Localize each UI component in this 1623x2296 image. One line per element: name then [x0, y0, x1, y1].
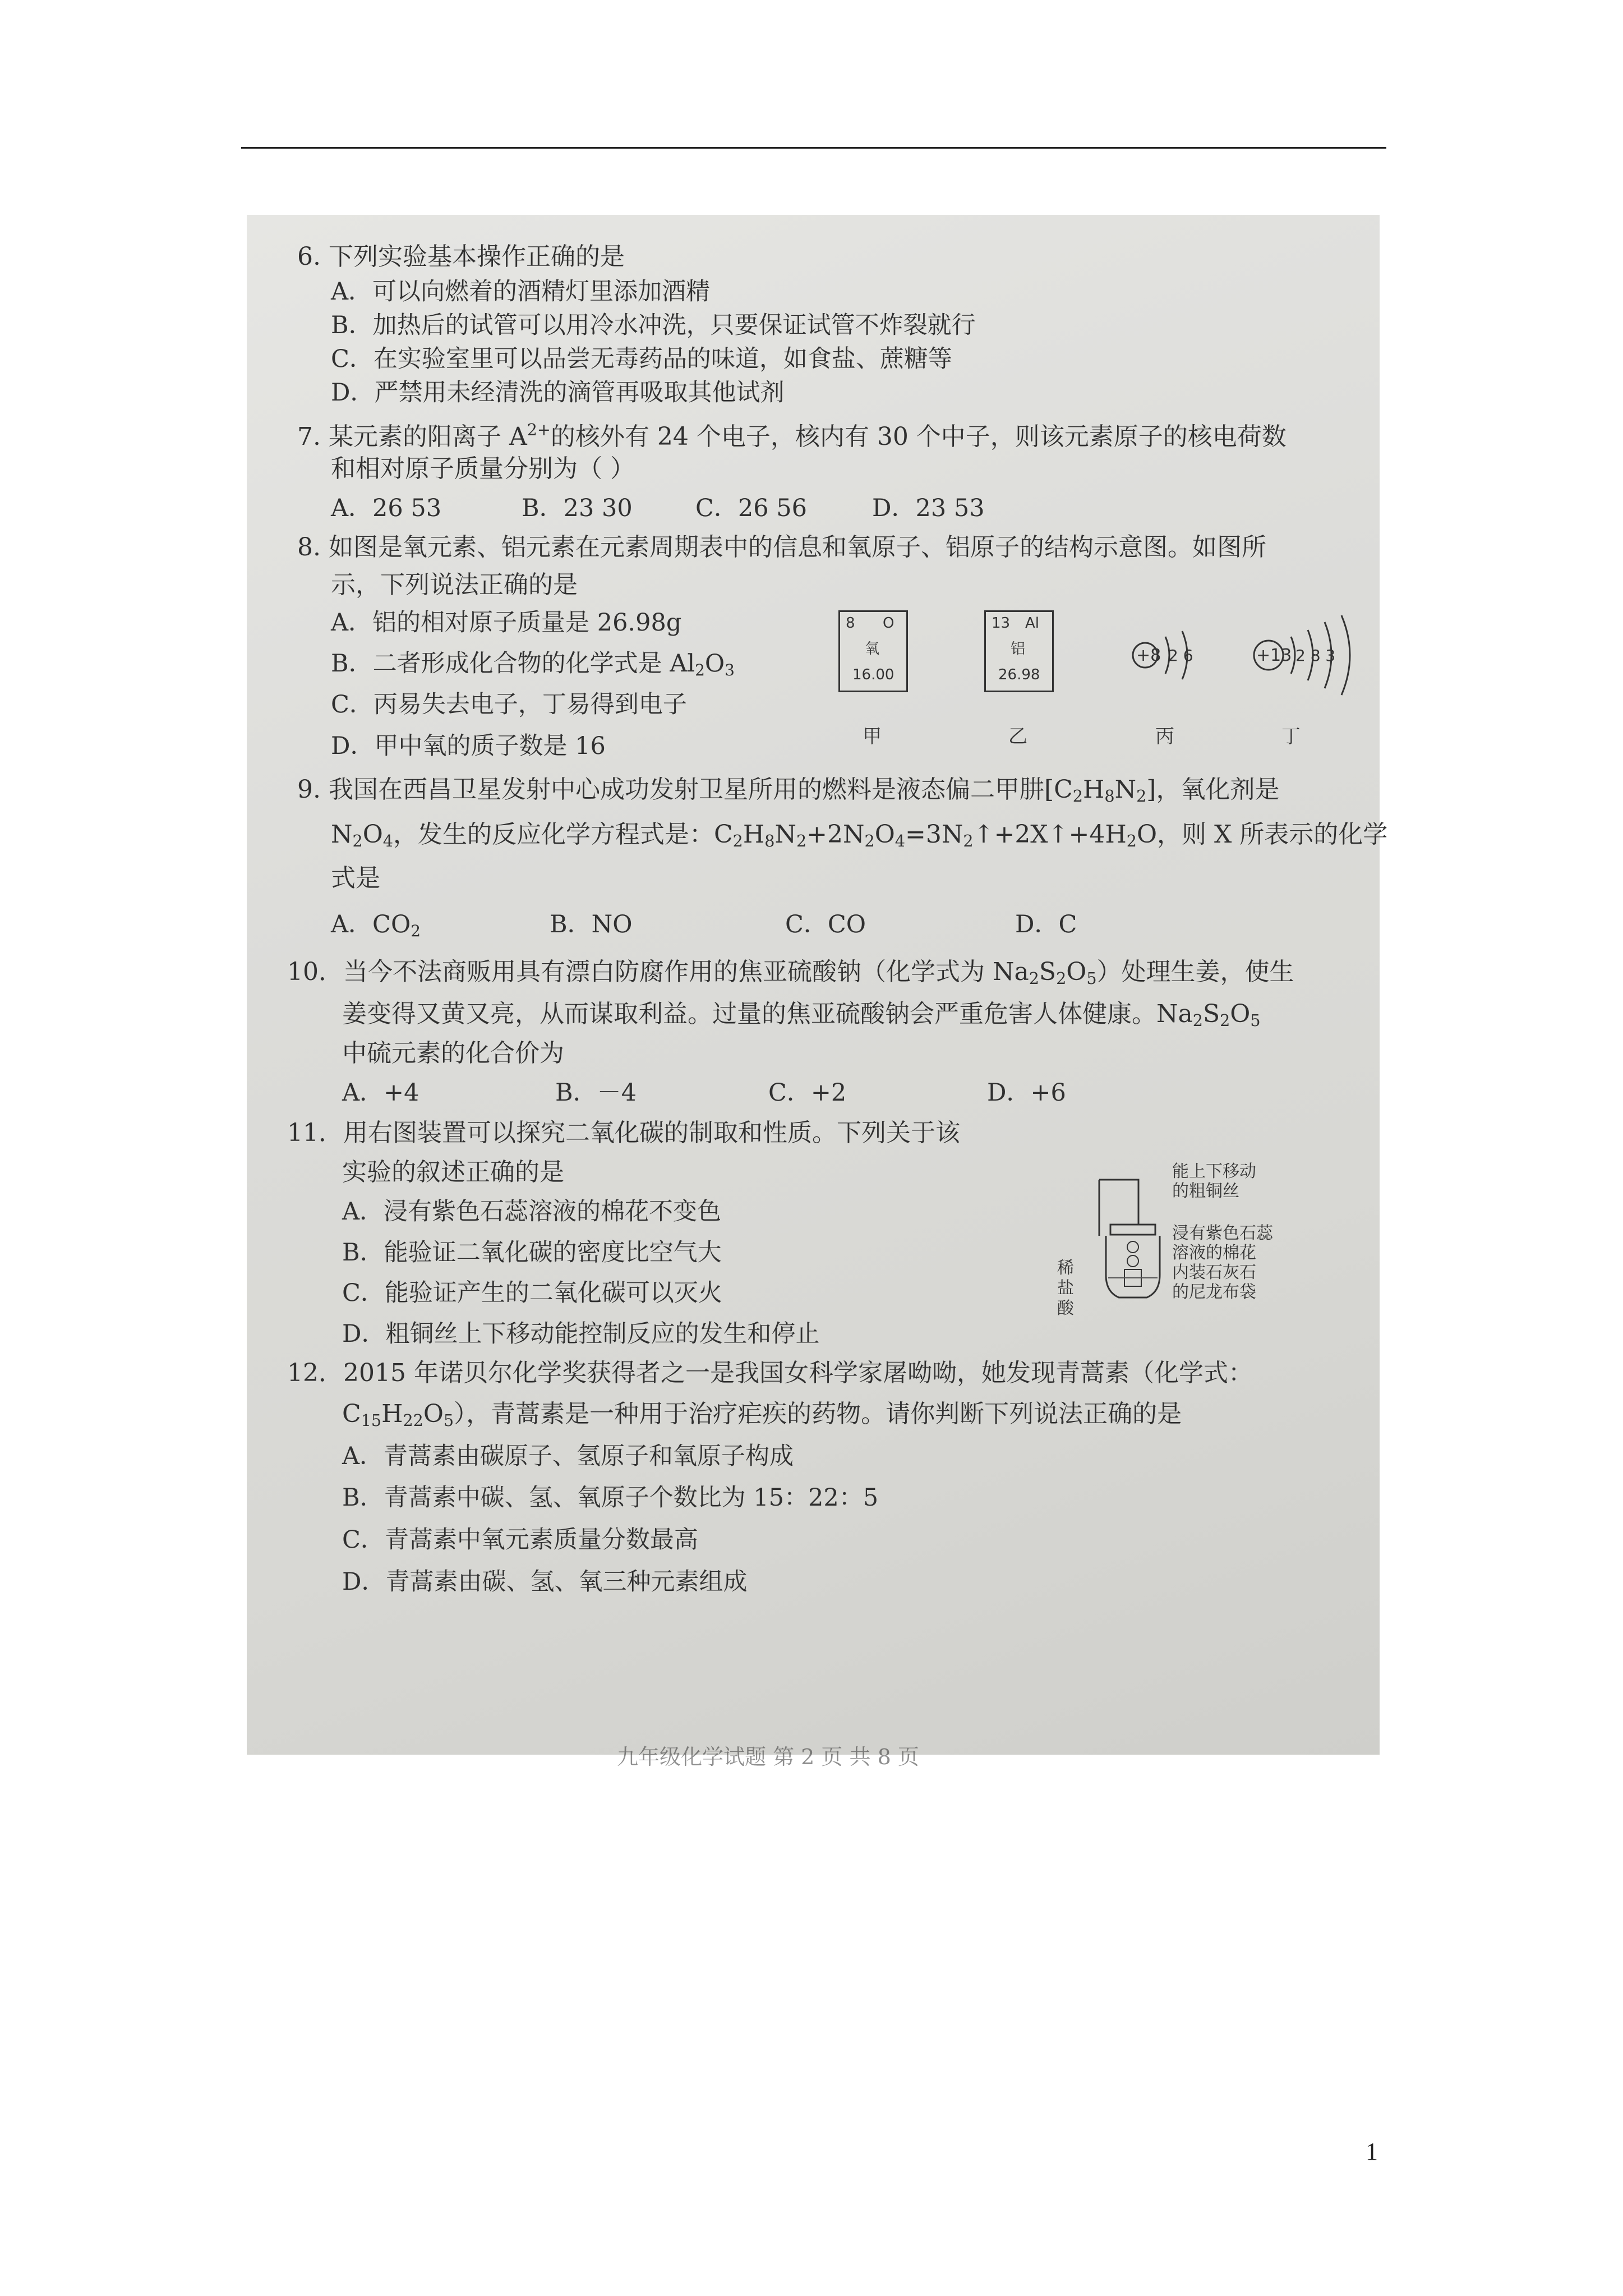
- label-bag-1: 内装石灰石: [1172, 1263, 1256, 1282]
- element-name: 铝: [1011, 641, 1026, 657]
- label-litmus-1: 浸有紫色石蕊: [1172, 1223, 1273, 1243]
- question-7-stem-part: 的核外有 24 个电子，核内有 30 个中子，则该元素原子的核电荷数: [550, 422, 1287, 452]
- text-part: ]，氧化剂是: [1146, 775, 1280, 804]
- subscript: 2: [1056, 969, 1067, 988]
- question-10-stem: [287, 958, 1294, 992]
- question-6-option-c: C．在实验室里可以品尝无毒药品的味道，如食盐、蔗糖等: [331, 345, 952, 373]
- figure-label-bing: 丙: [1155, 725, 1174, 748]
- question-8-option-b-part: O: [704, 650, 725, 678]
- question-9-options: [331, 910, 1172, 938]
- element-name: 氧: [865, 641, 880, 657]
- question-9-option-a: [331, 910, 421, 945]
- question-8-option-b-part: B．二者形成化合物的化学式是 Al: [331, 650, 695, 678]
- subscript: 2: [796, 831, 807, 851]
- aluminium-shells: 2 8 3: [1295, 646, 1336, 665]
- question-7-option-a: A．26 53: [331, 494, 442, 522]
- text-part: H: [743, 820, 765, 849]
- question-8-option-b: [331, 650, 735, 684]
- subscript: 2: [1072, 786, 1083, 806]
- question-7-stem: [297, 416, 1287, 451]
- subscript: 4: [382, 831, 393, 851]
- question-9-option-c: C．CO: [785, 910, 866, 938]
- text-part: ↑+2X↑+4H: [973, 820, 1127, 849]
- subscript: 4: [895, 831, 905, 851]
- charge-superscript: 2+: [527, 420, 551, 439]
- aluminium-nucleus: +13: [1256, 646, 1292, 665]
- question-7-stem-line2: 和相对原子质量分别为（ ）: [331, 454, 635, 483]
- question-12-option-d: D．青蒿素由碳、氢、氧三种元素组成: [342, 1568, 748, 1596]
- text-part: O: [1066, 958, 1087, 986]
- text-part: 姜变得又黄又亮，从而谋取利益。过量的焦亚硫酸钠会严重危害人体健康。Na: [342, 1000, 1193, 1028]
- oxygen-shells: 2 6: [1168, 646, 1193, 665]
- cotton-ball: [1127, 1255, 1138, 1267]
- subscript: 2: [1029, 969, 1039, 988]
- question-12-option-b: B．青蒿素中碳、氢、氧原子个数比为 15：22：5: [342, 1484, 879, 1512]
- text-part: O: [423, 1400, 444, 1428]
- question-11-option-b: B．能验证二氧化碳的密度比空气大: [342, 1239, 722, 1267]
- subscript: 2: [352, 831, 363, 851]
- subscript: 8: [764, 831, 775, 851]
- label-bag-2: 的尼龙布袋: [1172, 1282, 1256, 1302]
- text-part: ，发生的反应化学方程式是：C: [393, 820, 733, 849]
- text-part: N: [1114, 775, 1137, 804]
- copper-wire: [1099, 1180, 1138, 1236]
- label-acid: 稀盐酸: [1057, 1258, 1074, 1318]
- element-card-oxygen: [838, 610, 908, 692]
- question-10-stem-line2: [342, 1000, 1261, 1034]
- oxygen-nucleus: +8: [1136, 646, 1161, 665]
- subscript: 5: [1250, 1011, 1261, 1030]
- question-8-stem: 8. 如图是氧元素、铝元素在元素周期表中的信息和氧原子、铝原子的结构示意图。如图所: [297, 533, 1266, 562]
- element-card-aluminium: [984, 610, 1054, 692]
- question-8-option-a: A．铝的相对原子质量是 26.98g: [331, 609, 682, 637]
- question-10-option-b: B．－4: [555, 1079, 637, 1107]
- question-9-option-b: B．NO: [550, 910, 633, 938]
- photo-footer: 九年级化学试题 第 2 页 共 8 页: [617, 1745, 919, 1769]
- text-part: 9. 我国在西昌卫星发射中心成功发射卫星所用的燃料是液态偏二甲肼[C: [297, 775, 1073, 804]
- question-9-equation: [331, 821, 1387, 855]
- option-text: A．CO: [331, 910, 411, 938]
- question-10-stem-line3: 中硫元素的化合价为: [342, 1039, 564, 1068]
- text-part: H: [381, 1400, 403, 1428]
- question-7-options: [331, 494, 1004, 522]
- figure-label-jia: 甲: [863, 725, 882, 748]
- question-11-option-c: C．能验证产生的二氧化碳可以灭火: [342, 1279, 722, 1307]
- question-7-stem-part: 7. 某元素的阳离子 A: [297, 422, 527, 452]
- co2-apparatus-diagram: [1054, 1157, 1178, 1348]
- text-part: O: [362, 820, 383, 849]
- question-6-option-a: A．可以向燃着的酒精灯里添加酒精: [331, 278, 711, 306]
- question-7-option-b: B．23 30: [522, 494, 633, 522]
- question-9-option-d: D．C: [1015, 910, 1077, 938]
- text-part: S: [1202, 1000, 1220, 1028]
- question-8-option-d: D．甲中氧的质子数是 16: [331, 732, 606, 760]
- question-9-stem: [297, 776, 1279, 810]
- exam-photo: [247, 215, 1388, 1769]
- text-part: +2N: [806, 820, 865, 849]
- text-part: O: [874, 820, 895, 849]
- question-10-options: [342, 1079, 1183, 1107]
- text-part: N: [774, 820, 796, 849]
- text-part: H: [1083, 775, 1105, 804]
- question-7-option-c: C．26 56: [695, 494, 808, 522]
- question-10-option-c: C．+2: [768, 1079, 847, 1107]
- subscript: 2: [411, 921, 421, 940]
- question-6-option-b: B．加热后的试管可以用冷水冲洗，只要保证试管不炸裂就行: [331, 311, 976, 339]
- subscript: 5: [1086, 969, 1097, 988]
- subscript: 2: [732, 831, 743, 851]
- cotton-ball: [1127, 1241, 1138, 1253]
- label-wire-2: 的粗铜丝: [1172, 1181, 1239, 1201]
- subscript: 5: [443, 1411, 454, 1430]
- subscript: 2: [864, 831, 875, 851]
- subscript: 2: [695, 660, 705, 679]
- figure-label-ding: 丁: [1281, 725, 1301, 748]
- text-part: =3N: [905, 820, 963, 849]
- figure-label-yi: 乙: [1008, 725, 1027, 748]
- label-wire-1: 能上下移动: [1172, 1162, 1256, 1181]
- bottle-stopper: [1110, 1225, 1155, 1235]
- question-12-stem-line2: [342, 1400, 1182, 1434]
- subscript: 8: [1104, 786, 1115, 806]
- atomic-mass: 26.98: [998, 666, 1040, 683]
- question-7-option-d: D．23 53: [872, 494, 985, 522]
- question-12-option-a: A．青蒿素由碳原子、氢原子和氧原子构成: [342, 1442, 794, 1470]
- text-part: C: [342, 1400, 361, 1428]
- question-9-stem-line3: 式是: [331, 864, 380, 892]
- text-part: O: [1230, 1000, 1251, 1028]
- question-10-option-a: A．+4: [342, 1079, 419, 1107]
- element-symbol: Al: [1025, 615, 1040, 632]
- text-part: S: [1039, 958, 1057, 986]
- page-number: 1: [1366, 2138, 1378, 2165]
- subscript: 15: [361, 1411, 382, 1430]
- atomic-mass: 16.00: [852, 666, 895, 683]
- subscript: 2: [1126, 831, 1137, 851]
- atomic-number: 8: [846, 615, 855, 632]
- subscript: 2: [1192, 1011, 1203, 1030]
- question-10-option-d: D．+6: [987, 1079, 1066, 1107]
- question-11-stem-line2: 实验的叙述正确的是: [342, 1158, 564, 1186]
- text-part: ），青蒿素是一种用于治疗疟疾的药物。请你判断下列说法正确的是: [454, 1400, 1182, 1428]
- element-symbol: O: [883, 615, 895, 632]
- text-part: N: [331, 820, 353, 849]
- atomic-number: 13: [992, 615, 1011, 632]
- question-6-stem: 6. 下列实验基本操作正确的是: [297, 242, 625, 271]
- text-part: O，则 X 所表示的化学: [1136, 820, 1388, 849]
- text-part: ）处理生姜，使生: [1096, 958, 1294, 986]
- text-part: 10．当今不法商贩用具有漂白防腐作用的焦亚硫酸钠（化学式为 Na: [287, 958, 1029, 986]
- question-8-option-c: C．丙易失去电子，丁易得到电子: [331, 691, 687, 719]
- question-12-stem: 12．2015 年诺贝尔化学奖获得者之一是我国女科学家屠呦呦，她发现青蒿素（化学式：: [287, 1359, 1253, 1387]
- subscript: 3: [725, 660, 735, 679]
- header-rule: [241, 147, 1386, 149]
- question-11-stem: 11．用右图装置可以探究二氧化碳的制取和性质。下列关于该: [287, 1119, 960, 1147]
- label-litmus-2: 溶液的棉花: [1172, 1243, 1256, 1263]
- question-11-option-a: A．浸有紫色石蕊溶液的棉花不变色: [342, 1198, 722, 1226]
- question-8-stem-line2: 示，下列说法正确的是: [331, 570, 578, 599]
- question-12-option-c: C．青蒿素中氧元素质量分数最高: [342, 1526, 698, 1554]
- question-6-option-d: D．严禁用未经清洗的滴管再吸取其他试剂: [331, 379, 785, 407]
- subscript: 2: [963, 831, 974, 851]
- question-11-option-d: D．粗铜丝上下移动能控制反应的发生和停止: [342, 1320, 820, 1348]
- subscript: 22: [403, 1411, 423, 1430]
- subscript: 2: [1136, 786, 1147, 806]
- subscript: 2: [1220, 1011, 1230, 1030]
